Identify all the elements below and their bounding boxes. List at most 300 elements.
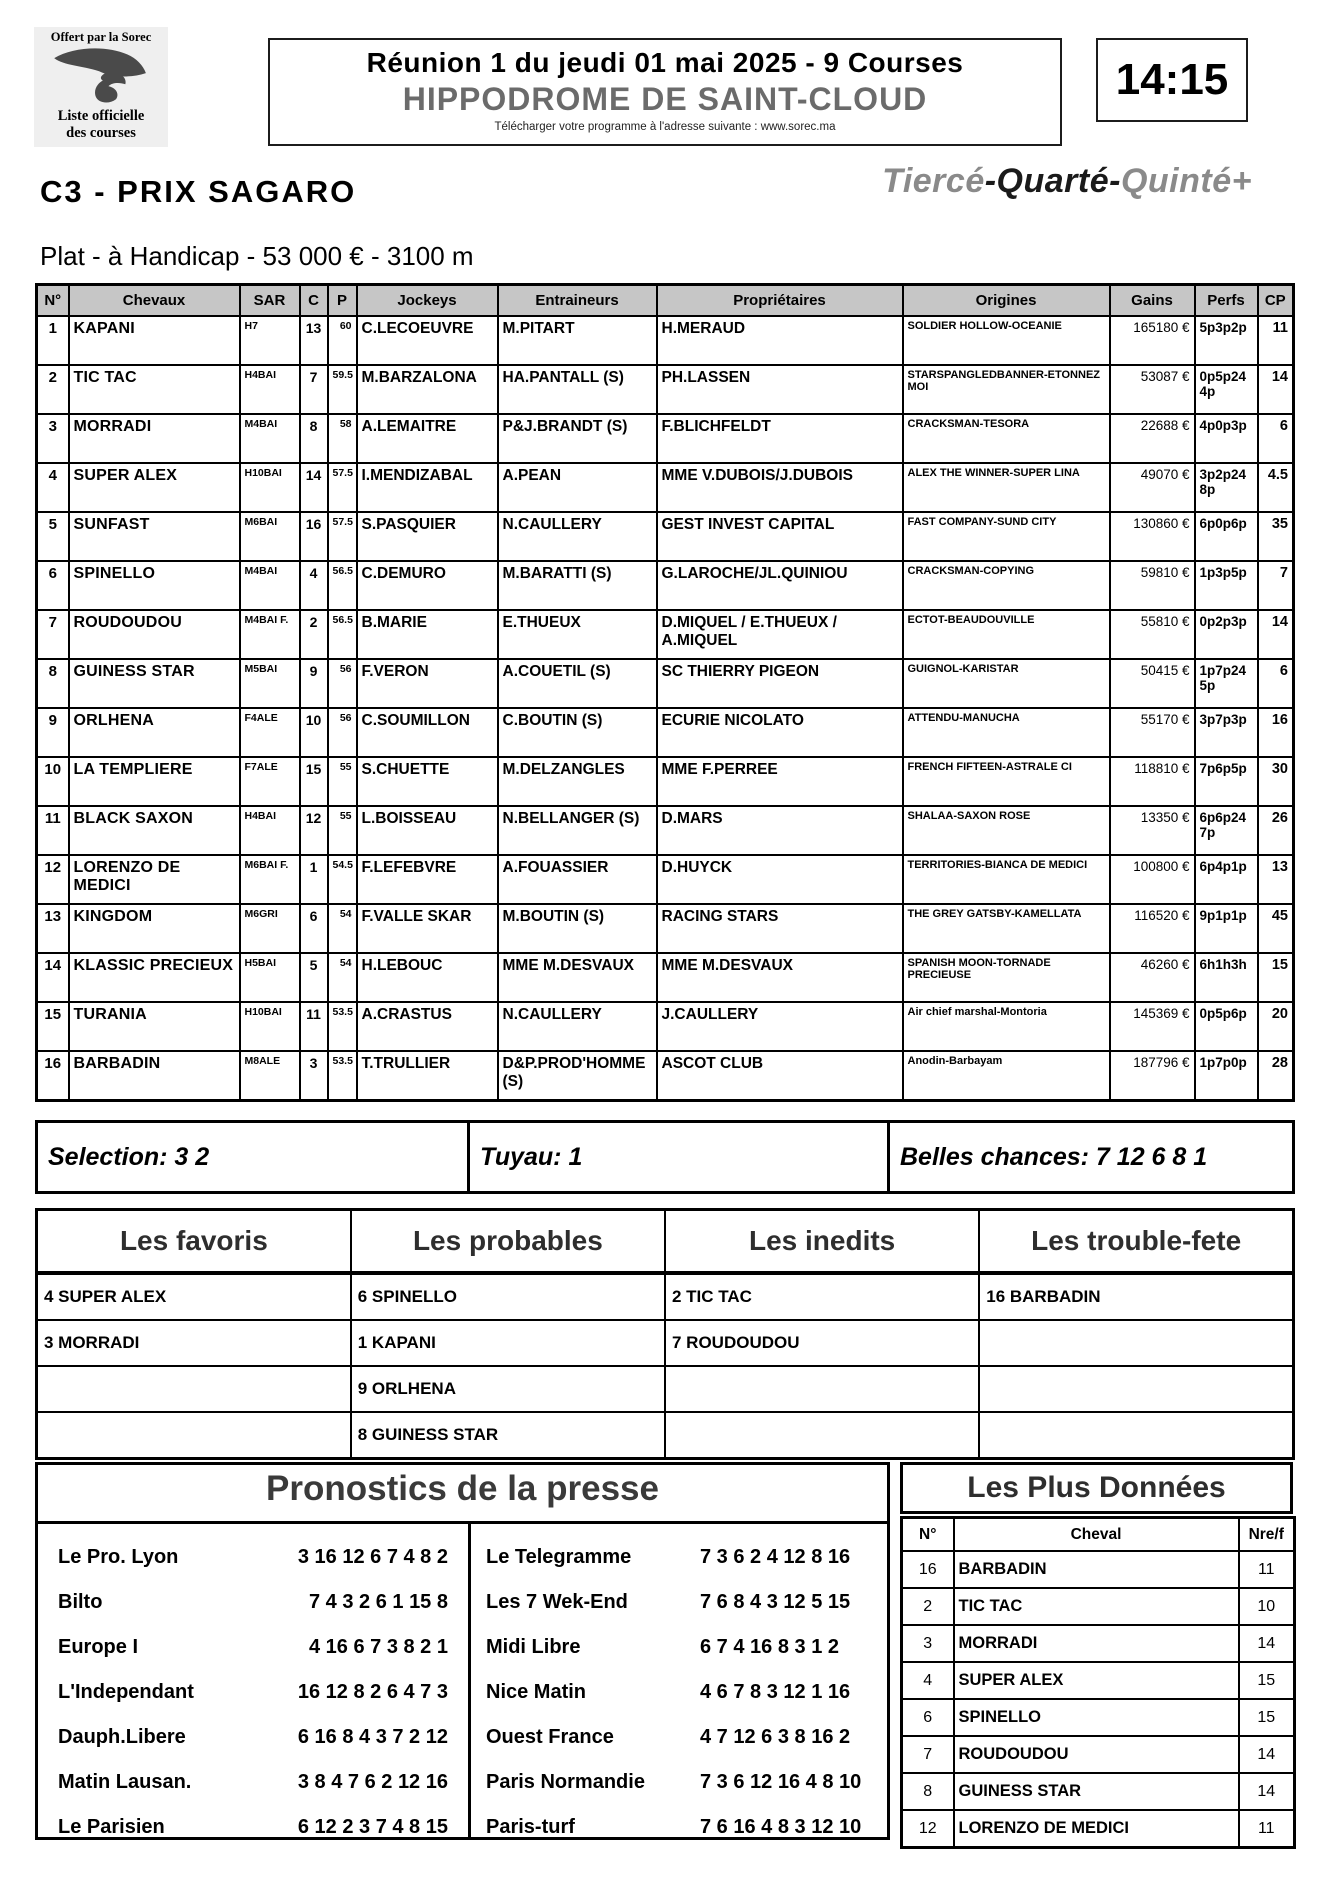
picks-cell-favoris: 3 MORRADI: [37, 1320, 351, 1366]
press-row: [58, 1546, 448, 1591]
col-header-sar: SAR: [240, 285, 300, 317]
runner-number: 3: [37, 414, 69, 463]
runner-cp: 14: [1258, 365, 1294, 414]
runner-poids: 57.5: [328, 512, 357, 561]
runner-owner: F.BLICHFELDT: [657, 414, 903, 463]
runner-gains: 22688 €: [1110, 414, 1195, 463]
press-row: [486, 1546, 878, 1591]
runner-perfs: 9p1p1p: [1195, 904, 1258, 953]
runner-origins: THE GREY GATSBY-KAMELLATA: [903, 904, 1110, 953]
runner-sar: M6BAI F.: [240, 855, 300, 904]
press-list-left: [58, 1546, 448, 1861]
picks-cell-inedits: 2 TIC TAC: [665, 1273, 979, 1320]
runner-perfs: 6p4p1p: [1195, 855, 1258, 904]
runner-cp: 11: [1258, 316, 1294, 365]
press-source: Les 7 Wek-End: [486, 1591, 628, 1613]
runner-owner: MME V.DUBOIS/J.DUBOIS: [657, 463, 903, 512]
press-source: Dauph.Libere: [58, 1726, 186, 1748]
runner-sar: H4BAI: [240, 806, 300, 855]
runner-poids: 58: [328, 414, 357, 463]
runner-jockey: B.MARIE: [357, 610, 498, 659]
runner-sar: F7ALE: [240, 757, 300, 806]
runner-sar: M4BAI: [240, 414, 300, 463]
runner-number: 5: [37, 512, 69, 561]
col-header-origins: Origines: [903, 285, 1110, 317]
most-given-row: [902, 1625, 1295, 1662]
runner-row: [37, 463, 1294, 512]
runner-row: [37, 953, 1294, 1002]
runner-perfs: 1p7p245p: [1195, 659, 1258, 708]
runner-origins: ATTENDU-MANUCHA: [903, 708, 1110, 757]
picks-cell-probables: 9 ORLHENA: [351, 1366, 665, 1412]
runner-corde: 14: [300, 463, 328, 512]
runner-number: 6: [37, 561, 69, 610]
runner-number: 12: [37, 855, 69, 904]
runner-sar: M4BAI F.: [240, 610, 300, 659]
runner-row: [37, 316, 1294, 365]
runner-sar: M8ALE: [240, 1051, 300, 1101]
race-title: C3 - PRIX SAGARO: [40, 174, 357, 209]
runner-horse-name: SPINELLO: [69, 561, 240, 610]
runner-owner: GEST INVEST CAPITAL: [657, 512, 903, 561]
runners-table: [35, 283, 1295, 1102]
picks-cell-favoris: [37, 1412, 351, 1459]
runner-horse-name: KLASSIC PRECIEUX: [69, 953, 240, 1002]
mg-horse-name: ROUDOUDOU: [954, 1736, 1239, 1773]
press-picks: 7 3 6 2 4 12 8 16: [700, 1546, 851, 1568]
runner-jockey: A.LEMAITRE: [357, 414, 498, 463]
runner-row: [37, 561, 1294, 610]
runner-trainer: HA.PANTALL (S): [498, 365, 657, 414]
runner-horse-name: LORENZO DE MEDICI: [69, 855, 240, 904]
runner-trainer: A.PEAN: [498, 463, 657, 512]
picks-header-favoris: Les favoris: [37, 1210, 351, 1274]
runner-trainer: E.THUEUX: [498, 610, 657, 659]
runner-cp: 28: [1258, 1051, 1294, 1101]
runner-row: [37, 1002, 1294, 1051]
mg-count: 11: [1239, 1551, 1295, 1588]
runner-jockey: C.LECOEUVRE: [357, 316, 498, 365]
press-source: Nice Matin: [486, 1681, 587, 1703]
runner-corde: 15: [300, 757, 328, 806]
runner-corde: 7: [300, 365, 328, 414]
mg-count: 14: [1239, 1736, 1295, 1773]
sorec-logo: [34, 27, 168, 147]
picks-header-row: [37, 1210, 1294, 1274]
mg-count: 10: [1239, 1588, 1295, 1625]
mg-number: 7: [902, 1736, 954, 1773]
runner-gains: 165180 €: [1110, 316, 1195, 365]
runner-trainer: N.BELLANGER (S): [498, 806, 657, 855]
runner-row: [37, 806, 1294, 855]
runner-origins: Anodin-Barbayam: [903, 1051, 1110, 1101]
runner-poids: 53.5: [328, 1002, 357, 1051]
runner-number: 13: [37, 904, 69, 953]
press-row: [486, 1771, 878, 1816]
horse-logo-icon: [49, 45, 153, 103]
runner-number: 8: [37, 659, 69, 708]
runner-poids: 54.5: [328, 855, 357, 904]
tuyau-label: Tuyau: 1: [470, 1123, 890, 1191]
most-given-row: [902, 1810, 1295, 1848]
press-picks: 6 12 2 3 7 4 8 15: [297, 1816, 448, 1838]
runner-number: 2: [37, 365, 69, 414]
runner-perfs: 1p3p5p: [1195, 561, 1258, 610]
press-row: [486, 1681, 878, 1726]
press-source: Midi Libre: [486, 1636, 581, 1658]
runner-row: [37, 855, 1294, 904]
runner-gains: 53087 €: [1110, 365, 1195, 414]
runner-poids: 56.5: [328, 561, 357, 610]
press-row: [486, 1816, 878, 1861]
runner-jockey: A.CRASTUS: [357, 1002, 498, 1051]
picks-header-trouble-fete: Les trouble-fete: [979, 1210, 1293, 1274]
press-source: Paris-turf: [486, 1816, 575, 1838]
runner-perfs: 6p0p6p: [1195, 512, 1258, 561]
runner-corde: 12: [300, 806, 328, 855]
runner-corde: 1: [300, 855, 328, 904]
runner-corde: 4: [300, 561, 328, 610]
mg-horse-name: GUINESS STAR: [954, 1773, 1239, 1810]
runner-row: [37, 365, 1294, 414]
runner-corde: 16: [300, 512, 328, 561]
press-picks: 4 16 6 7 3 8 2 1: [308, 1636, 448, 1658]
runner-poids: 55: [328, 757, 357, 806]
runner-number: 9: [37, 708, 69, 757]
col-header-cp: CP: [1258, 285, 1294, 317]
press-list-right: [486, 1546, 878, 1861]
runner-origins: CRACKSMAN-COPYING: [903, 561, 1110, 610]
most-given-row: [902, 1773, 1295, 1810]
runner-cp: 30: [1258, 757, 1294, 806]
runner-trainer: A.FOUASSIER: [498, 855, 657, 904]
runner-corde: 9: [300, 659, 328, 708]
runner-row: [37, 414, 1294, 463]
runner-owner: D.HUYCK: [657, 855, 903, 904]
mg-header-nref: Nre/f: [1239, 1518, 1295, 1552]
press-source: Europe I: [58, 1636, 139, 1658]
runner-owner: D.MARS: [657, 806, 903, 855]
mg-horse-name: MORRADI: [954, 1625, 1239, 1662]
runner-owner: MME M.DESVAUX: [657, 953, 903, 1002]
runner-trainer: N.CAULLERY: [498, 1002, 657, 1051]
runner-sar: M4BAI: [240, 561, 300, 610]
runner-gains: 55810 €: [1110, 610, 1195, 659]
belles-chances-label: Belles chances: 7 12 6 8 1: [900, 1142, 1208, 1171]
col-header-p: P: [328, 285, 357, 317]
runner-row: [37, 659, 1294, 708]
runner-corde: 10: [300, 708, 328, 757]
runner-cp: 16: [1258, 708, 1294, 757]
runner-cp: 35: [1258, 512, 1294, 561]
runner-gains: 46260 €: [1110, 953, 1195, 1002]
most-given-row: [902, 1699, 1295, 1736]
col-header-owners: Propriétaires: [657, 285, 903, 317]
press-source: Bilto: [58, 1591, 103, 1613]
mg-header-num: N°: [902, 1518, 954, 1552]
runner-poids: 54: [328, 953, 357, 1002]
runner-corde: 11: [300, 1002, 328, 1051]
runner-number: 15: [37, 1002, 69, 1051]
runner-origins: SHALAA-SAXON ROSE: [903, 806, 1110, 855]
runner-perfs: 6p6p247p: [1195, 806, 1258, 855]
runner-gains: 187796 €: [1110, 1051, 1195, 1101]
runner-horse-name: BLACK SAXON: [69, 806, 240, 855]
bet-quarte: -Quarté-: [984, 162, 1121, 200]
runner-cp: 15: [1258, 953, 1294, 1002]
runners-header-row: [37, 285, 1294, 317]
runner-gains: 145369 €: [1110, 1002, 1195, 1051]
race-conditions: Plat - à Handicap - 53 000 € - 3100 m: [40, 241, 474, 271]
runner-horse-name: KAPANI: [69, 316, 240, 365]
runner-row: [37, 512, 1294, 561]
runner-owner: H.MERAUD: [657, 316, 903, 365]
press-row: [58, 1636, 448, 1681]
mg-count: 14: [1239, 1625, 1295, 1662]
runner-jockey: T.TRULLIER: [357, 1051, 498, 1101]
runner-number: 1: [37, 316, 69, 365]
press-source: L'Independant: [58, 1681, 194, 1703]
runner-sar: H5BAI: [240, 953, 300, 1002]
picks-table: [35, 1208, 1295, 1460]
runner-poids: 60: [328, 316, 357, 365]
runner-origins: SOLDIER HOLLOW-OCEANIE: [903, 316, 1110, 365]
runner-origins: TERRITORIES-BIANCA DE MEDICI: [903, 855, 1110, 904]
runner-gains: 118810 €: [1110, 757, 1195, 806]
runner-owner: MME F.PERREE: [657, 757, 903, 806]
runner-corde: 2: [300, 610, 328, 659]
runner-trainer: A.COUETIL (S): [498, 659, 657, 708]
logo-bottom-line2: des courses: [66, 124, 136, 141]
runner-origins: ECTOT-BEAUDOUVILLE: [903, 610, 1110, 659]
runner-corde: 3: [300, 1051, 328, 1101]
press-picks: 7 6 8 4 3 12 5 15: [700, 1591, 851, 1613]
runner-corde: 6: [300, 904, 328, 953]
runner-jockey: L.BOISSEAU: [357, 806, 498, 855]
runner-cp: 6: [1258, 659, 1294, 708]
col-header-num: N°: [37, 285, 69, 317]
runner-jockey: H.LEBOUC: [357, 953, 498, 1002]
runner-origins: SPANISH MOON-TORNADE PRECIEUSE: [903, 953, 1110, 1002]
runner-owner: G.LAROCHE/JL.QUINIOU: [657, 561, 903, 610]
press-row: [486, 1636, 878, 1681]
picks-cell-trouble-fete: 16 BARBADIN: [979, 1273, 1293, 1320]
press-row: [58, 1681, 448, 1726]
runner-horse-name: KINGDOM: [69, 904, 240, 953]
runner-perfs: 5p3p2p: [1195, 316, 1258, 365]
picks-cell-inedits: [665, 1412, 979, 1459]
runner-perfs: 6h1h3h: [1195, 953, 1258, 1002]
logo-bottom-line1: Liste officielle: [57, 108, 145, 124]
runner-cp: 7: [1258, 561, 1294, 610]
runner-trainer: M.PITART: [498, 316, 657, 365]
runner-perfs: 0p5p244p: [1195, 365, 1258, 414]
runner-perfs: 4p0p3p: [1195, 414, 1258, 463]
runner-jockey: I.MENDIZABAL: [357, 463, 498, 512]
picks-row: [37, 1412, 1294, 1459]
runner-horse-name: LA TEMPLIERE: [69, 757, 240, 806]
bet-types-label: [882, 162, 1252, 201]
runner-perfs: 0p2p3p: [1195, 610, 1258, 659]
runner-jockey: C.DEMURO: [357, 561, 498, 610]
runner-origins: CRACKSMAN-TESORA: [903, 414, 1110, 463]
runner-row: [37, 610, 1294, 659]
press-prognostics-box: [35, 1462, 890, 1840]
runner-sar: H4BAI: [240, 365, 300, 414]
press-source: Le Pro. Lyon: [58, 1546, 179, 1568]
col-header-horse: Chevaux: [69, 285, 240, 317]
runner-owner: PH.LASSEN: [657, 365, 903, 414]
runner-poids: 57.5: [328, 463, 357, 512]
picks-cell-probables: 8 GUINESS STAR: [351, 1412, 665, 1459]
picks-row: [37, 1273, 1294, 1320]
runner-origins: GUIGNOL-KARISTAR: [903, 659, 1110, 708]
runner-trainer: M.BOUTIN (S): [498, 904, 657, 953]
press-source: Le Telegramme: [486, 1546, 632, 1568]
runner-gains: 13350 €: [1110, 806, 1195, 855]
press-picks: 7 6 16 4 8 3 12 10: [700, 1816, 862, 1838]
runner-owner: ECURIE NICOLATO: [657, 708, 903, 757]
runner-poids: 56.5: [328, 610, 357, 659]
press-row: [58, 1726, 448, 1771]
runner-owner: D.MIQUEL / E.THUEUX / A.MIQUEL: [657, 610, 903, 659]
press-picks: 4 7 12 6 3 8 16 2: [700, 1726, 851, 1748]
hippodrome-name: HIPPODROME DE SAINT-CLOUD: [402, 81, 928, 117]
picks-cell-trouble-fete: [979, 1320, 1293, 1366]
runner-number: 10: [37, 757, 69, 806]
runner-origins: Air chief marshal-Montoria: [903, 1002, 1110, 1051]
runner-poids: 59.5: [328, 365, 357, 414]
runner-corde: 13: [300, 316, 328, 365]
logo-top-text: Offert par la Sorec: [50, 30, 152, 44]
runner-sar: H7: [240, 316, 300, 365]
picks-cell-inedits: 7 ROUDOUDOU: [665, 1320, 979, 1366]
runner-number: 4: [37, 463, 69, 512]
runner-gains: 50415 €: [1110, 659, 1195, 708]
most-given-row: [902, 1736, 1295, 1773]
most-given-header-row: [902, 1518, 1295, 1552]
runner-horse-name: ORLHENA: [69, 708, 240, 757]
mg-number: 3: [902, 1625, 954, 1662]
most-given-row: [902, 1551, 1295, 1588]
runner-horse-name: GUINESS STAR: [69, 659, 240, 708]
col-header-perfs: Perfs: [1195, 285, 1258, 317]
runner-sar: H10BAI: [240, 1002, 300, 1051]
col-header-gains: Gains: [1110, 285, 1195, 317]
press-picks: 7 4 3 2 6 1 15 8: [308, 1591, 448, 1613]
runner-sar: H10BAI: [240, 463, 300, 512]
press-picks: 16 12 8 2 6 4 7 3: [297, 1681, 448, 1703]
runner-horse-name: ROUDOUDOU: [69, 610, 240, 659]
runner-number: 16: [37, 1051, 69, 1101]
runner-number: 11: [37, 806, 69, 855]
runner-horse-name: SUPER ALEX: [69, 463, 240, 512]
press-row: [58, 1816, 448, 1861]
runner-row: [37, 1051, 1294, 1101]
most-given-table: [900, 1516, 1296, 1849]
press-source: Ouest France: [486, 1726, 614, 1748]
picks-cell-favoris: [37, 1366, 351, 1412]
runner-jockey: F.VALLE SKAR: [357, 904, 498, 953]
runner-horse-name: TIC TAC: [69, 365, 240, 414]
runner-corde: 8: [300, 414, 328, 463]
runner-poids: 56: [328, 708, 357, 757]
race-time: 14:15: [1096, 38, 1248, 122]
press-picks: 3 16 12 6 7 4 8 2: [297, 1546, 448, 1568]
runner-number: 14: [37, 953, 69, 1002]
mg-horse-name: SPINELLO: [954, 1699, 1239, 1736]
col-header-trainers: Entraineurs: [498, 285, 657, 317]
picks-cell-probables: 6 SPINELLO: [351, 1273, 665, 1320]
mg-number: 2: [902, 1588, 954, 1625]
runner-origins: ALEX THE WINNER-SUPER LINA: [903, 463, 1110, 512]
mg-horse-name: BARBADIN: [954, 1551, 1239, 1588]
press-picks: 6 7 4 16 8 3 1 2: [700, 1636, 840, 1658]
picks-header-probables: Les probables: [351, 1210, 665, 1274]
picks-cell-trouble-fete: [979, 1412, 1293, 1459]
mg-header-horse: Cheval: [954, 1518, 1239, 1552]
press-row: [486, 1726, 878, 1771]
runner-cp: 14: [1258, 610, 1294, 659]
bet-tierce: Tiercé: [882, 162, 985, 200]
runner-owner: RACING STARS: [657, 904, 903, 953]
runner-jockey: F.VERON: [357, 659, 498, 708]
picks-row: [37, 1366, 1294, 1412]
runner-trainer: P&J.BRANDT (S): [498, 414, 657, 463]
press-source: Paris Normandie: [486, 1771, 645, 1793]
picks-row: [37, 1320, 1294, 1366]
press-source: Matin Lausan.: [58, 1771, 192, 1793]
mg-number: 12: [902, 1810, 954, 1848]
mg-count: 15: [1239, 1662, 1295, 1699]
runner-horse-name: BARBADIN: [69, 1051, 240, 1101]
runner-perfs: 1p7p0p: [1195, 1051, 1258, 1101]
runner-trainer: D&P.PROD'HOMME (S): [498, 1051, 657, 1101]
press-columns: [38, 1524, 887, 1840]
mg-horse-name: SUPER ALEX: [954, 1662, 1239, 1699]
mg-count: 15: [1239, 1699, 1295, 1736]
runner-sar: M6GRI: [240, 904, 300, 953]
press-row: [58, 1771, 448, 1816]
runner-horse-name: MORRADI: [69, 414, 240, 463]
runner-cp: 13: [1258, 855, 1294, 904]
runner-perfs: 0p5p6p: [1195, 1002, 1258, 1051]
meeting-title-box: [268, 38, 1062, 146]
most-given-title: Les Plus Données: [900, 1462, 1293, 1514]
runner-gains: 49070 €: [1110, 463, 1195, 512]
runner-trainer: M.BARATTI (S): [498, 561, 657, 610]
runner-sar: M6BAI: [240, 512, 300, 561]
press-title: Pronostics de la presse: [38, 1465, 887, 1524]
mg-number: 4: [902, 1662, 954, 1699]
runner-gains: 130860 €: [1110, 512, 1195, 561]
press-picks: 7 3 6 12 16 4 8 10: [700, 1771, 862, 1793]
runner-row: [37, 757, 1294, 806]
selection-label: Selection: 3 2: [38, 1123, 470, 1191]
mg-count: 14: [1239, 1773, 1295, 1810]
runner-poids: 53.5: [328, 1051, 357, 1101]
most-given-row: [902, 1662, 1295, 1699]
runner-cp: 20: [1258, 1002, 1294, 1051]
runner-jockey: F.LEFEBVRE: [357, 855, 498, 904]
runner-gains: 59810 €: [1110, 561, 1195, 610]
mg-count: 11: [1239, 1810, 1295, 1848]
runner-trainer: MME M.DESVAUX: [498, 953, 657, 1002]
press-picks: 4 6 7 8 3 12 1 16: [700, 1681, 851, 1703]
runner-corde: 5: [300, 953, 328, 1002]
picks-cell-trouble-fete: [979, 1366, 1293, 1412]
press-column-divider: [468, 1524, 471, 1840]
